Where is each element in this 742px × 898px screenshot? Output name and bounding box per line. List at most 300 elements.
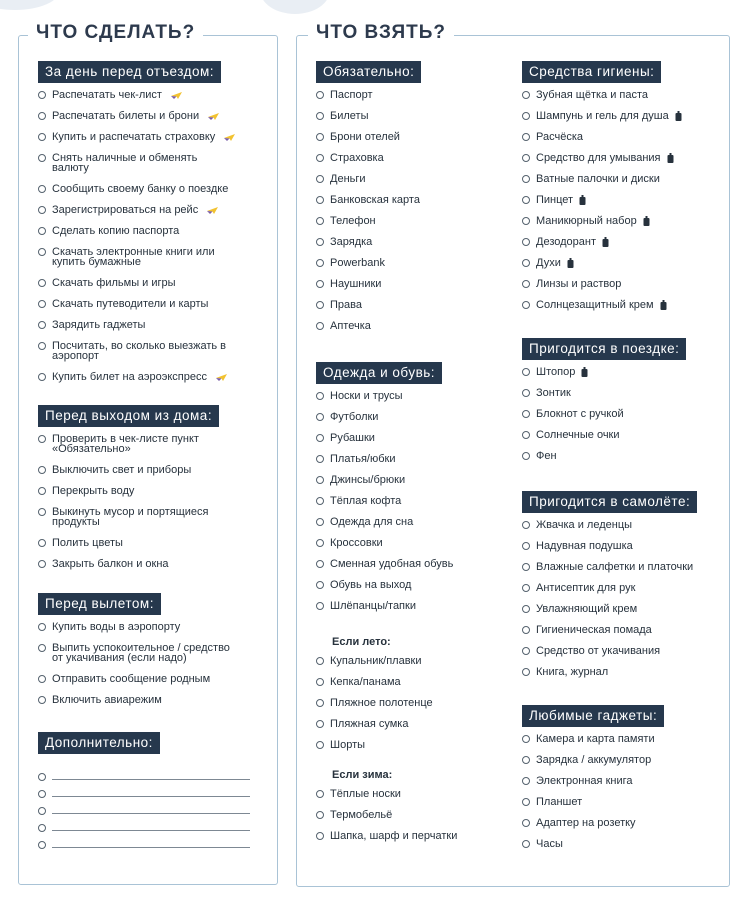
write-in-line[interactable] [52, 795, 250, 797]
checkbox-circle[interactable] [316, 280, 324, 288]
decorative-cloud [0, 0, 60, 10]
checklist-group [522, 705, 726, 860]
checklist-item[interactable] [38, 507, 274, 538]
checkbox-circle[interactable] [316, 497, 324, 505]
checkbox-circle[interactable] [522, 217, 530, 225]
checkbox-circle[interactable] [316, 741, 324, 749]
checklist-item-label: Расчёска [536, 131, 583, 143]
checkbox-circle[interactable] [522, 584, 530, 592]
checklist-item-label: Носки и трусы [330, 390, 403, 402]
checkbox-circle[interactable] [316, 175, 324, 183]
checklist-item-label: Рубашки [330, 432, 375, 444]
blank-entry[interactable] [38, 785, 274, 802]
checklist-item[interactable] [522, 625, 726, 646]
checklist-item-label: Банковская карта [330, 194, 420, 206]
checklist-item[interactable] [522, 111, 726, 132]
checklist-group [316, 362, 512, 852]
write-in-line[interactable] [52, 812, 250, 814]
checklist-item[interactable] [522, 132, 726, 153]
packing-column-1 [316, 61, 512, 852]
checklist-item[interactable] [38, 622, 274, 643]
bottle-icon [602, 237, 609, 247]
checklist-item-label: Зарядка [330, 236, 373, 248]
checklist-item-label: Пляжная сумка [330, 718, 409, 730]
bottle-icon [667, 153, 674, 163]
checklist [316, 391, 512, 622]
checkbox-circle[interactable] [38, 185, 46, 193]
checkbox-circle[interactable] [522, 175, 530, 183]
checkbox-circle[interactable] [38, 623, 46, 631]
checklist [522, 367, 726, 472]
subgroup-title: Если зима: [332, 769, 393, 781]
checklist-item[interactable] [522, 797, 726, 818]
checklist-item-label: Планшет [536, 796, 583, 808]
checklist-item-label: Выключить свет и приборы [52, 464, 192, 476]
checklist-item-label: Купить и распечатать страховку [52, 131, 216, 143]
todo-section-title: ЧТО СДЕЛАТЬ? [28, 22, 203, 44]
checklist-item-label: Полить цветы [52, 537, 123, 549]
checklist-item[interactable] [38, 320, 274, 341]
checklist-item[interactable] [316, 831, 512, 852]
checklist-item[interactable] [316, 677, 512, 698]
checkbox-circle[interactable] [316, 434, 324, 442]
checklist-item[interactable] [316, 216, 512, 237]
checkbox-circle[interactable] [38, 206, 46, 214]
checkbox-circle[interactable] [316, 720, 324, 728]
checklist-item[interactable] [38, 674, 274, 695]
checklist-item-label: Камера и карта памяти [536, 733, 655, 745]
checklist-item-label: Шлёпанцы/тапки [330, 600, 416, 612]
checklist-item-label: Штопор [536, 366, 576, 378]
checklist-item-label: Кепка/панама [330, 676, 401, 688]
checkbox-circle[interactable] [316, 196, 324, 204]
checklist-item[interactable] [522, 604, 726, 625]
checklist-item[interactable] [38, 465, 274, 486]
checklist-item[interactable] [522, 195, 726, 216]
checklist-group [522, 61, 726, 321]
checklist-item-label: Брони отелей [330, 131, 400, 143]
checkbox-circle[interactable] [316, 133, 324, 141]
plane-icon [215, 373, 228, 382]
checklist-item-label: Джинсы/брюки [330, 474, 406, 486]
checklist-item[interactable] [316, 279, 512, 300]
checklist-item[interactable] [316, 538, 512, 559]
checklist-item-label: Надувная подушка [536, 540, 633, 552]
checkbox-circle[interactable] [316, 790, 324, 798]
checkbox-circle[interactable] [522, 563, 530, 571]
checkbox-circle[interactable] [316, 476, 324, 484]
checkbox-circle[interactable] [38, 644, 46, 652]
checklist-item[interactable] [522, 562, 726, 583]
checklist-item[interactable] [522, 216, 726, 237]
checkbox-circle[interactable] [522, 605, 530, 613]
checklist-item[interactable] [522, 451, 726, 472]
checklist-item-label: Термобельё [330, 809, 393, 821]
checklist-item[interactable] [38, 111, 274, 132]
checklist-item[interactable] [316, 601, 512, 622]
checkbox-circle[interactable] [522, 735, 530, 743]
checklist-item[interactable] [522, 430, 726, 451]
checklist-item[interactable] [38, 90, 274, 111]
checkbox-circle[interactable] [38, 675, 46, 683]
checklist-item-label: Тёплые носки [330, 788, 401, 800]
checklist-item-label: Книга, журнал [536, 666, 609, 678]
checklist-item-label: Адаптер на розетку [536, 817, 636, 829]
checklist-item[interactable] [522, 409, 726, 430]
checklist-group [522, 338, 726, 472]
checklist-item[interactable] [316, 391, 512, 412]
checklist-item[interactable] [38, 278, 274, 299]
checklist [316, 90, 512, 342]
checklist-item[interactable] [522, 90, 726, 111]
checklist-item[interactable] [316, 153, 512, 174]
checklist-item-label: Тёплая кофта [330, 495, 402, 507]
group-header: Пригодится в самолёте: [522, 491, 697, 513]
checklist-item-label: Электронная книга [536, 775, 633, 787]
checklist-item[interactable] [38, 372, 274, 393]
checkbox-circle[interactable] [522, 154, 530, 162]
checklist-item[interactable] [522, 646, 726, 667]
checklist-item-label: Паспорт [330, 89, 373, 101]
checklist-item-label: Влажные салфетки и платочки [536, 561, 694, 573]
checklist-item-label: Выпить успокоительное / средство от укачивания (если надо) [52, 642, 230, 664]
checkbox-circle[interactable] [522, 521, 530, 529]
checklist-item-label: Духи [536, 257, 561, 269]
checkbox-circle[interactable] [38, 342, 46, 350]
checkbox-circle[interactable] [38, 248, 46, 256]
checkbox-circle[interactable] [316, 413, 324, 421]
checklist-item-label: Билеты [330, 110, 369, 122]
checkbox-circle[interactable] [38, 373, 46, 381]
write-in-line[interactable] [52, 829, 250, 831]
checkbox-circle[interactable] [316, 238, 324, 246]
checklist-item-label: Проверить в чек-листе пункт «Обязательно» [52, 433, 199, 455]
checklist-item[interactable] [316, 517, 512, 538]
plane-icon [170, 91, 183, 100]
checkbox-circle[interactable] [522, 452, 530, 460]
checklist-item-label: Зарядка / аккумулятор [536, 754, 652, 766]
checklist-item[interactable] [316, 496, 512, 517]
checkbox-circle[interactable] [316, 539, 324, 547]
checklist [38, 622, 274, 716]
checkbox-circle[interactable] [38, 841, 46, 849]
bottle-icon [675, 111, 682, 121]
checklist [522, 90, 726, 321]
checklist-group [38, 61, 274, 393]
checklist-item[interactable] [38, 643, 274, 674]
write-in-line[interactable] [52, 846, 250, 848]
checkbox-circle[interactable] [316, 217, 324, 225]
checklist-item-label: Маникюрный набор [536, 215, 637, 227]
checklist-item[interactable] [316, 433, 512, 454]
checklist-item-label: Пляжное полотенце [330, 697, 433, 709]
checkbox-circle[interactable] [522, 756, 530, 764]
checkbox-circle[interactable] [522, 626, 530, 634]
checkbox-circle[interactable] [38, 112, 46, 120]
checklist-item[interactable] [316, 258, 512, 279]
checkbox-circle[interactable] [38, 435, 46, 443]
checkbox-circle[interactable] [316, 112, 324, 120]
bottle-icon [643, 216, 650, 226]
checklist-item[interactable] [316, 698, 512, 719]
checkbox-circle[interactable] [522, 238, 530, 246]
checkbox-circle[interactable] [522, 133, 530, 141]
checkbox-circle[interactable] [522, 196, 530, 204]
blank-entry[interactable] [38, 802, 274, 819]
checkbox-circle[interactable] [38, 154, 46, 162]
checkbox-circle[interactable] [522, 259, 530, 267]
checklist-item-label: Шорты [330, 739, 366, 751]
group-header: Дополнительно: [38, 732, 160, 754]
checklist-item[interactable] [316, 174, 512, 195]
checklist [38, 434, 274, 580]
checklist-item[interactable] [316, 719, 512, 740]
checklist-item[interactable] [522, 755, 726, 776]
decorative-cloud [260, 0, 330, 14]
checkbox-circle[interactable] [38, 466, 46, 474]
checkbox-circle[interactable] [38, 560, 46, 568]
checkbox-circle[interactable] [522, 777, 530, 785]
checklist-item-label: Фен [536, 450, 557, 462]
checklist-item[interactable] [522, 667, 726, 688]
checkbox-circle[interactable] [316, 259, 324, 267]
checklist-item[interactable] [316, 580, 512, 601]
blank-entry[interactable] [38, 768, 274, 785]
checkbox-circle[interactable] [38, 91, 46, 99]
bottle-icon [660, 300, 667, 310]
checklist-item[interactable] [316, 300, 512, 321]
checklist-item[interactable] [316, 454, 512, 475]
checklist-item-label: Посчитать, во сколько выезжать в аэропорт [52, 340, 226, 362]
checklist-item-label: Скачать фильмы и игры [52, 277, 176, 289]
checklist-item[interactable] [316, 740, 512, 761]
checklist-item[interactable] [522, 258, 726, 279]
checklist-item[interactable] [38, 341, 274, 372]
checkbox-circle[interactable] [316, 811, 324, 819]
checklist-item-label: Деньги [330, 173, 366, 185]
checkbox-circle[interactable] [316, 91, 324, 99]
group-header: Перед выходом из дома: [38, 405, 219, 427]
checkbox-circle[interactable] [316, 301, 324, 309]
checklist-item-label: Солнечные очки [536, 429, 620, 441]
checklist-item[interactable] [316, 90, 512, 111]
checklist-item[interactable] [316, 132, 512, 153]
checklist-item[interactable] [38, 559, 274, 580]
checkbox-circle[interactable] [316, 657, 324, 665]
plane-icon [207, 112, 220, 121]
checkbox-circle[interactable] [38, 279, 46, 287]
checklist-group [38, 593, 274, 716]
checklist-item[interactable] [38, 299, 274, 320]
checklist-item[interactable] [38, 153, 274, 184]
checklist-item-label: Снять наличные и обменять валюту [52, 152, 198, 174]
checkbox-circle[interactable] [316, 322, 324, 330]
packing-column-2 [522, 61, 726, 860]
checklist-item[interactable] [38, 205, 274, 226]
checkbox-circle[interactable] [38, 824, 46, 832]
checkbox-circle[interactable] [38, 133, 46, 141]
checklist-item-label: Линзы и раствор [536, 278, 622, 290]
checklist [522, 520, 726, 688]
write-in-line[interactable] [52, 778, 250, 780]
checkbox-circle[interactable] [38, 807, 46, 815]
checkbox-circle[interactable] [316, 602, 324, 610]
checklist-item[interactable] [522, 300, 726, 321]
checkbox-circle[interactable] [316, 560, 324, 568]
checkbox-circle[interactable] [38, 321, 46, 329]
checkbox-circle[interactable] [316, 699, 324, 707]
checklist-item[interactable] [38, 184, 274, 205]
checklist-item-label: Одежда для сна [330, 516, 414, 528]
checklist-item[interactable] [522, 237, 726, 258]
checklist-item[interactable] [316, 111, 512, 132]
checklist-item[interactable] [38, 486, 274, 507]
checkbox-circle[interactable] [522, 280, 530, 288]
group-header: Одежда и обувь: [316, 362, 442, 384]
checkbox-circle[interactable] [38, 487, 46, 495]
checklist-item-label: Сообщить своему банку о поездке [52, 183, 229, 195]
checkbox-circle[interactable] [38, 773, 46, 781]
checkbox-circle[interactable] [522, 647, 530, 655]
checklist [38, 90, 274, 393]
checklist-item[interactable] [316, 656, 512, 677]
checklist-item[interactable] [522, 279, 726, 300]
checklist-item[interactable] [316, 237, 512, 258]
checklist-group [522, 491, 726, 688]
checklist-item-label: Шампунь и гель для душа [536, 110, 669, 122]
checklist-item[interactable] [522, 520, 726, 541]
group-header: Пригодится в поездке: [522, 338, 686, 360]
checklist-item-label: Кроссовки [330, 537, 383, 549]
checklist-item-label: Скачать путеводители и карты [52, 298, 209, 310]
checklist-item[interactable] [38, 538, 274, 559]
checklist-item[interactable] [522, 734, 726, 755]
checkbox-circle[interactable] [522, 389, 530, 397]
checkbox-circle[interactable] [522, 819, 530, 827]
checkbox-circle[interactable] [316, 678, 324, 686]
checkbox-circle[interactable] [522, 542, 530, 550]
checklist-item[interactable] [522, 153, 726, 174]
checklist-item-label: Зубная щётка и паста [536, 89, 649, 101]
checkbox-circle[interactable] [38, 790, 46, 798]
checklist-group [38, 732, 274, 853]
blank-entry[interactable] [38, 836, 274, 853]
checklist-item[interactable] [316, 789, 512, 810]
subgroup-title: Если лето: [332, 636, 391, 648]
checklist-item-label: Пинцет [536, 194, 574, 206]
checklist-item-label: Гигиеническая помада [536, 624, 652, 636]
todo-column [38, 61, 274, 853]
checklist-item-label: Футболки [330, 411, 379, 423]
checklist-item[interactable] [38, 226, 274, 247]
checklist-item-label: Дезодорант [536, 236, 597, 248]
checklist-item-label: Солнцезащитный крем [536, 299, 654, 311]
checkbox-circle[interactable] [522, 112, 530, 120]
checklist-item-label: Перекрыть воду [52, 485, 135, 497]
checklist-item[interactable] [316, 559, 512, 580]
checkbox-circle[interactable] [38, 300, 46, 308]
checklist-item-label: Выкинуть мусор и портящиеся продукты [52, 506, 209, 528]
checkbox-circle[interactable] [522, 431, 530, 439]
checklist-item[interactable] [316, 810, 512, 831]
checklist-item-label: Обувь на выход [330, 579, 412, 591]
checklist-item[interactable] [522, 839, 726, 860]
checklist-item-label: Антисептик для рук [536, 582, 636, 594]
checklist-item-label: Распечатать чек-лист [52, 89, 162, 101]
checklist-item[interactable] [522, 541, 726, 562]
plane-icon [223, 133, 236, 142]
checkbox-circle[interactable] [316, 392, 324, 400]
group-header: Любимые гаджеты: [522, 705, 664, 727]
checklist-item[interactable] [522, 388, 726, 409]
checklist-item-label: Включить авиарежим [52, 694, 162, 706]
checklist-item[interactable] [38, 132, 274, 153]
checklist-group [38, 405, 274, 580]
checklist-item[interactable] [522, 367, 726, 388]
checklist-item-label: Страховка [330, 152, 384, 164]
checkbox-circle[interactable] [522, 668, 530, 676]
checklist-item[interactable] [316, 321, 512, 342]
checklist-item-label: Средство от укачивания [536, 645, 661, 657]
checkbox-circle[interactable] [38, 227, 46, 235]
group-header: Обязательно: [316, 61, 421, 83]
checkbox-circle[interactable] [522, 798, 530, 806]
checkbox-circle[interactable] [522, 840, 530, 848]
checkbox-circle[interactable] [522, 301, 530, 309]
checkbox-circle[interactable] [522, 410, 530, 418]
checkbox-circle[interactable] [316, 154, 324, 162]
checklist-item-label: Купить воды в аэропорту [52, 621, 181, 633]
blank-entry[interactable] [38, 819, 274, 836]
checklist-item-label: Средство для умывания [536, 152, 661, 164]
checklist-item-label: Зарегистрироваться на рейс [52, 204, 199, 216]
checkbox-circle[interactable] [316, 832, 324, 840]
checklist-item[interactable] [316, 412, 512, 433]
checklist-item-label: Платья/юбки [330, 453, 396, 465]
checkbox-circle[interactable] [38, 539, 46, 547]
checklist-item[interactable] [522, 583, 726, 604]
checkbox-circle[interactable] [316, 455, 324, 463]
checklist-item-label: Отправить сообщение родным [52, 673, 211, 685]
checkbox-circle[interactable] [316, 518, 324, 526]
checklist-item[interactable] [522, 776, 726, 797]
checkbox-circle[interactable] [316, 581, 324, 589]
checklist-item[interactable] [316, 475, 512, 496]
checkbox-circle[interactable] [38, 696, 46, 704]
checkbox-circle[interactable] [38, 508, 46, 516]
checklist-group [316, 61, 512, 342]
group-header: Средства гигиены: [522, 61, 661, 83]
checklist-item-label: Наушники [330, 278, 382, 290]
checklist-item-label: Купить билет на аэроэкспресс [52, 371, 207, 383]
bottle-icon [579, 195, 586, 205]
bottle-icon [581, 367, 588, 377]
checklist-item[interactable] [316, 195, 512, 216]
checklist-item[interactable] [522, 174, 726, 195]
checklist-item[interactable] [38, 434, 274, 465]
checklist [522, 734, 726, 860]
checkbox-circle[interactable] [522, 368, 530, 376]
checklist-item[interactable] [38, 247, 274, 278]
checklist-item[interactable] [38, 695, 274, 716]
checklist-item-label: Закрыть балкон и окна [52, 558, 169, 570]
checklist-item-label: Зонтик [536, 387, 571, 399]
checklist-item-label: Права [330, 299, 362, 311]
checkbox-circle[interactable] [522, 91, 530, 99]
checklist-item[interactable] [522, 818, 726, 839]
checklist-item-label: Увлажняющий крем [536, 603, 638, 615]
checklist-item-label: Часы [536, 838, 563, 850]
